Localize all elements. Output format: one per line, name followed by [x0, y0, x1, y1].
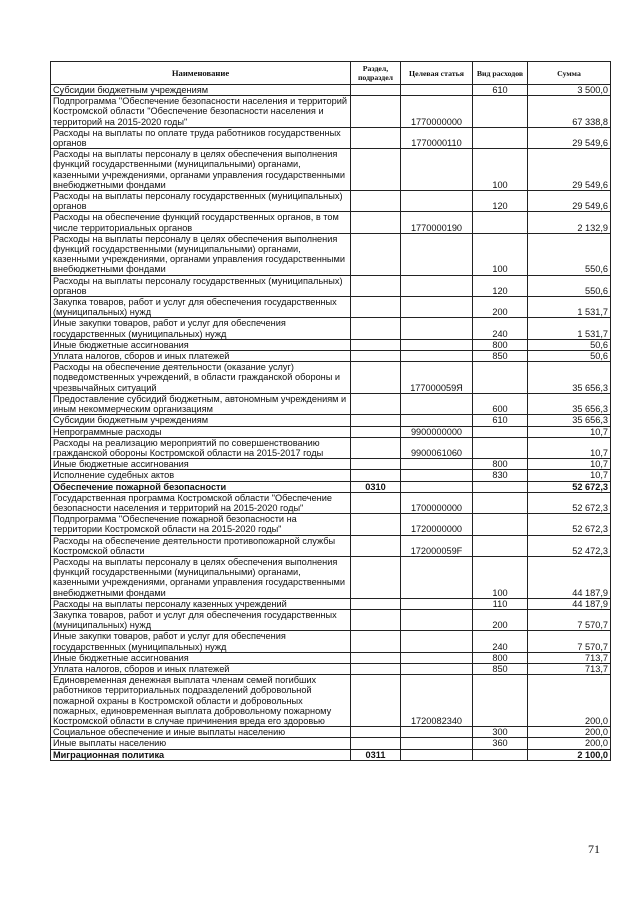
header-sum: Сумма [528, 62, 611, 85]
row-kind [473, 481, 528, 492]
table-row [51, 631, 611, 652]
row-section [351, 275, 401, 296]
row-article: 1770000190 [401, 212, 473, 233]
row-sum: 44 187,9 [528, 598, 611, 609]
row-article [401, 663, 473, 674]
row-name: Закупка товаров, работ и услуг для обеспечения государственных (муниципальных) нужд [51, 297, 351, 318]
row-section [351, 351, 401, 362]
row-section [351, 191, 401, 212]
row-kind: 110 [473, 598, 528, 609]
table-row [51, 233, 611, 275]
row-article: 177000059Я [401, 362, 473, 394]
row-article [401, 393, 473, 414]
row-section [351, 459, 401, 470]
row-sum: 713,7 [528, 663, 611, 674]
row-sum: 200,0 [528, 675, 611, 727]
row-article [401, 191, 473, 212]
row-article [401, 481, 473, 492]
row-kind: 240 [473, 631, 528, 652]
row-name: Предоставление субсидий бюджетным, автономным учреждениям и иным некоммерческим организациям [51, 393, 351, 414]
row-sum: 35 656,3 [528, 415, 611, 426]
row-section [351, 318, 401, 339]
table-row [51, 675, 611, 727]
table-row [51, 426, 611, 437]
row-name: Обеспечение пожарной безопасности [51, 481, 351, 492]
row-section [351, 514, 401, 535]
row-kind [473, 437, 528, 458]
row-section [351, 415, 401, 426]
row-sum: 550,6 [528, 233, 611, 275]
row-section [351, 149, 401, 191]
row-name: Расходы на выплаты персоналу в целях обеспечения выполнения функций государственными (муниципальными) органами, казенными учреждениями, органами управления государственными внебюджетными фондами [51, 149, 351, 191]
row-section [351, 96, 401, 128]
row-section [351, 127, 401, 148]
table-row [51, 212, 611, 233]
row-article [401, 233, 473, 275]
row-kind: 300 [473, 727, 528, 738]
row-sum: 52 672,3 [528, 481, 611, 492]
row-name: Подпрограмма "Обеспечение пожарной безопасности на территории Костромской области на 2015-2020 годы" [51, 514, 351, 535]
header-kind: Вид расходов [473, 62, 528, 85]
table-row [51, 318, 611, 339]
row-sum: 50,6 [528, 339, 611, 350]
row-sum: 29 549,6 [528, 191, 611, 212]
row-section: 0310 [351, 481, 401, 492]
table-row [51, 149, 611, 191]
row-sum: 10,7 [528, 459, 611, 470]
row-article [401, 470, 473, 481]
row-sum: 1 531,7 [528, 318, 611, 339]
header-name: Наименование [51, 62, 351, 85]
row-kind [473, 96, 528, 128]
row-name: Подпрограмма "Обеспечение безопасности населения и территорий Костромской области "Обеспечение безопасности населения и территорий на 2015-2020 годы" [51, 96, 351, 128]
row-section [351, 727, 401, 738]
table-body [51, 85, 611, 761]
row-name: Расходы на реализацию мероприятий по совершенствованию гражданской обороны Костромской области на 2015-2017 годы [51, 437, 351, 458]
row-sum: 200,0 [528, 727, 611, 738]
row-sum: 7 570,7 [528, 609, 611, 630]
table-row [51, 514, 611, 535]
row-kind: 800 [473, 652, 528, 663]
row-kind: 120 [473, 275, 528, 296]
row-article [401, 459, 473, 470]
row-sum: 44 187,9 [528, 556, 611, 598]
table-row [51, 556, 611, 598]
row-name: Расходы на обеспечение функций государственных органов, в том числе территориальных органов [51, 212, 351, 233]
table-row [51, 191, 611, 212]
table-row [51, 127, 611, 148]
row-article [401, 351, 473, 362]
row-article: 1700000000 [401, 492, 473, 513]
row-sum: 29 549,6 [528, 127, 611, 148]
row-name: Государственная программа Костромской области "Обеспечение безопасности населения и территорий на 2015-2020 годы" [51, 492, 351, 513]
row-section [351, 631, 401, 652]
row-name: Субсидии бюджетным учреждениям [51, 85, 351, 96]
row-article [401, 415, 473, 426]
row-name: Расходы на выплаты персоналу в целях обеспечения выполнения функций государственными (муниципальными) органами, казенными учреждениями, органами управления государственными внебюджетными фондами [51, 233, 351, 275]
row-name: Расходы на выплаты персоналу государственных (муниципальных) органов [51, 191, 351, 212]
row-section [351, 652, 401, 663]
table-row [51, 437, 611, 458]
row-kind: 610 [473, 85, 528, 96]
row-name: Расходы на выплаты персоналу казенных учреждений [51, 598, 351, 609]
row-kind [473, 675, 528, 727]
table-row [51, 663, 611, 674]
row-name: Уплата налогов, сборов и иных платежей [51, 663, 351, 674]
row-article [401, 556, 473, 598]
table-row [51, 459, 611, 470]
table-row [51, 535, 611, 556]
row-sum: 10,7 [528, 426, 611, 437]
row-name: Иные закупки товаров, работ и услуг для обеспечения государственных (муниципальных) нужд [51, 318, 351, 339]
row-kind: 800 [473, 339, 528, 350]
row-kind: 600 [473, 393, 528, 414]
row-sum: 10,7 [528, 437, 611, 458]
row-section [351, 437, 401, 458]
table-row [51, 96, 611, 128]
row-sum: 550,6 [528, 275, 611, 296]
row-kind [473, 492, 528, 513]
table-row [51, 652, 611, 663]
row-kind: 850 [473, 663, 528, 674]
row-sum: 29 549,6 [528, 149, 611, 191]
row-section: 0311 [351, 749, 401, 760]
row-section [351, 470, 401, 481]
header-article: Целевая статья [401, 62, 473, 85]
row-article: 9900061060 [401, 437, 473, 458]
row-section [351, 675, 401, 727]
row-sum: 713,7 [528, 652, 611, 663]
row-sum: 52 672,3 [528, 514, 611, 535]
table-row [51, 609, 611, 630]
table-row [51, 85, 611, 96]
row-name: Непрограммные расходы [51, 426, 351, 437]
row-section [351, 609, 401, 630]
row-name: Субсидии бюджетным учреждениям [51, 415, 351, 426]
row-article: 1770000000 [401, 96, 473, 128]
row-name: Расходы на выплаты персоналу государственных (муниципальных) органов [51, 275, 351, 296]
row-article [401, 149, 473, 191]
row-kind: 800 [473, 459, 528, 470]
row-section [351, 738, 401, 749]
row-kind: 100 [473, 149, 528, 191]
row-section [351, 297, 401, 318]
row-name: Иные бюджетные ассигнования [51, 339, 351, 350]
row-article [401, 598, 473, 609]
row-kind [473, 426, 528, 437]
row-kind: 100 [473, 556, 528, 598]
row-section [351, 492, 401, 513]
row-section [351, 556, 401, 598]
table-header-row [51, 62, 611, 85]
row-article: 1770000110 [401, 127, 473, 148]
table-row [51, 481, 611, 492]
table-row [51, 297, 611, 318]
table-row [51, 598, 611, 609]
row-section [351, 393, 401, 414]
row-sum: 52 672,3 [528, 492, 611, 513]
row-kind: 120 [473, 191, 528, 212]
table-row [51, 275, 611, 296]
row-sum: 10,7 [528, 470, 611, 481]
row-article [401, 318, 473, 339]
row-kind: 240 [473, 318, 528, 339]
row-section [351, 426, 401, 437]
row-kind [473, 749, 528, 760]
row-article: 1720082340 [401, 675, 473, 727]
row-sum: 200,0 [528, 738, 611, 749]
row-kind [473, 514, 528, 535]
row-article [401, 727, 473, 738]
row-kind [473, 535, 528, 556]
table-row [51, 727, 611, 738]
row-article [401, 738, 473, 749]
row-sum: 67 338,8 [528, 96, 611, 128]
row-sum: 35 656,3 [528, 362, 611, 394]
row-sum: 2 100,0 [528, 749, 611, 760]
row-article [401, 652, 473, 663]
row-sum: 1 531,7 [528, 297, 611, 318]
row-sum: 2 132,9 [528, 212, 611, 233]
row-sum: 52 472,3 [528, 535, 611, 556]
row-article [401, 339, 473, 350]
row-kind: 360 [473, 738, 528, 749]
row-kind: 100 [473, 233, 528, 275]
row-article: 9900000000 [401, 426, 473, 437]
row-section [351, 663, 401, 674]
row-section [351, 362, 401, 394]
table-row [51, 415, 611, 426]
table-row [51, 492, 611, 513]
row-kind: 200 [473, 609, 528, 630]
row-sum: 3 500,0 [528, 85, 611, 96]
table-row [51, 738, 611, 749]
row-kind [473, 127, 528, 148]
table-row [51, 393, 611, 414]
table-row [51, 339, 611, 350]
row-sum: 7 570,7 [528, 631, 611, 652]
table-row [51, 351, 611, 362]
row-section [351, 85, 401, 96]
row-name: Иные бюджетные ассигнования [51, 459, 351, 470]
row-section [351, 339, 401, 350]
header-section: Раздел, подраздел [351, 62, 401, 85]
row-name: Уплата налогов, сборов и иных платежей [51, 351, 351, 362]
row-kind: 850 [473, 351, 528, 362]
row-name: Расходы на обеспечение деятельности (оказание услуг) подведомственных учреждений, в области гражданской обороны и чрезвычайных ситуаций [51, 362, 351, 394]
row-name: Миграционная политика [51, 749, 351, 760]
row-kind: 610 [473, 415, 528, 426]
row-article [401, 631, 473, 652]
row-name: Расходы на обеспечение деятельности противопожарной службы Костромской области [51, 535, 351, 556]
row-kind: 830 [473, 470, 528, 481]
row-name: Расходы на выплаты по оплате труда работников государственных органов [51, 127, 351, 148]
row-article: 1720000000 [401, 514, 473, 535]
table-row [51, 749, 611, 760]
budget-table [50, 61, 611, 761]
row-sum: 35 656,3 [528, 393, 611, 414]
row-article [401, 609, 473, 630]
row-article [401, 85, 473, 96]
row-article [401, 297, 473, 318]
row-article [401, 275, 473, 296]
row-name: Единовременная денежная выплата членам семей погибших работников территориальных подразделений добровольной пожарной охраны в Костромской области и добровольных пожарных, единовременная выплата добровольному пожарному Костромской области в случае причинения вреда его здоровью [51, 675, 351, 727]
row-sum: 50,6 [528, 351, 611, 362]
row-name: Исполнение судебных актов [51, 470, 351, 481]
row-article [401, 749, 473, 760]
row-name: Иные закупки товаров, работ и услуг для обеспечения государственных (муниципальных) нужд [51, 631, 351, 652]
row-kind: 200 [473, 297, 528, 318]
row-name: Иные бюджетные ассигнования [51, 652, 351, 663]
row-name: Расходы на выплаты персоналу в целях обеспечения выполнения функций государственными (муниципальными) органами, казенными учреждениями, органами управления государственными внебюджетными фондами [51, 556, 351, 598]
row-section [351, 212, 401, 233]
row-section [351, 598, 401, 609]
row-kind [473, 212, 528, 233]
row-name: Иные выплаты населению [51, 738, 351, 749]
row-article: 172000059F [401, 535, 473, 556]
page-number: 71 [588, 842, 600, 856]
row-name: Закупка товаров, работ и услуг для обеспечения государственных (муниципальных) нужд [51, 609, 351, 630]
row-section [351, 535, 401, 556]
row-kind [473, 362, 528, 394]
row-name: Социальное обеспечение и иные выплаты населению [51, 727, 351, 738]
table-row [51, 470, 611, 481]
row-section [351, 233, 401, 275]
table-row [51, 362, 611, 394]
